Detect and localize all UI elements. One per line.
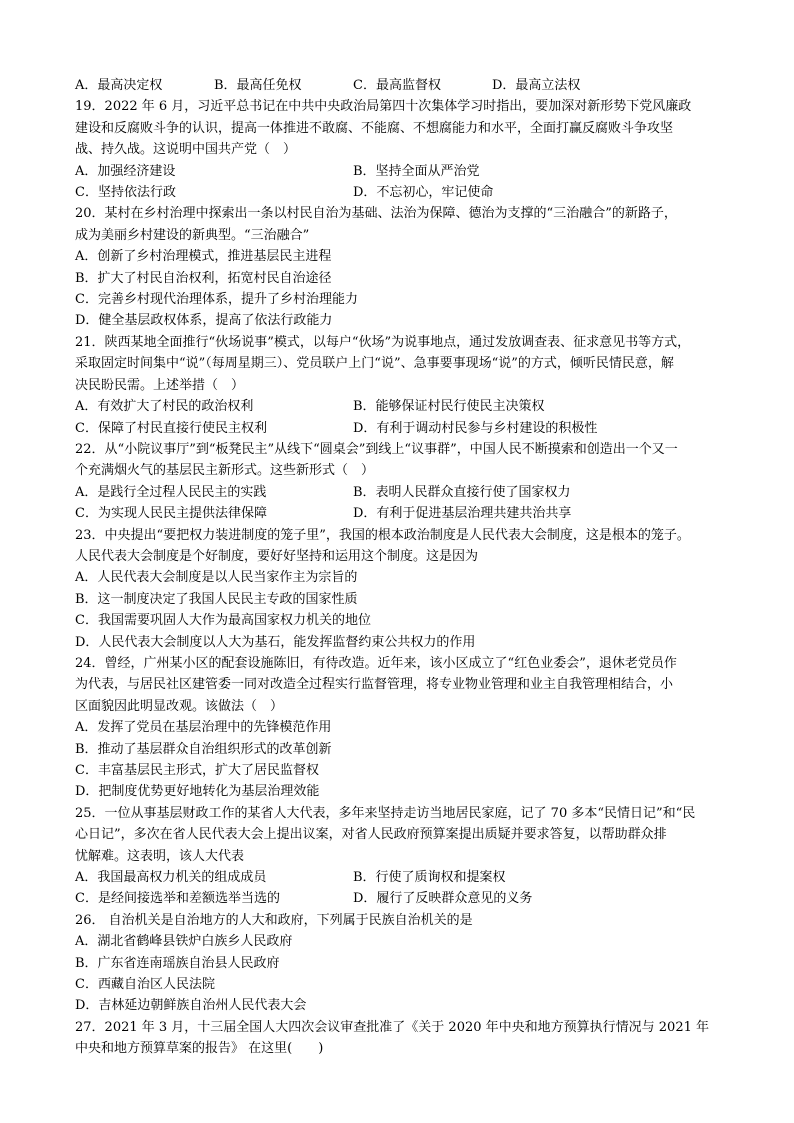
question-27 (75, 1017, 725, 1060)
q20-option-d[interactable]: D．健全基层政权体系，提高了依法行政能力 (75, 313, 333, 329)
q24-option-a[interactable]: A．发挥了党员在基层治理中的先锋模范作用 (75, 720, 332, 736)
q19-option-b[interactable]: B．坚持全面从严治党 (353, 163, 480, 179)
q25-options-row-2 (75, 888, 725, 909)
q19-option-a[interactable]: A．加强经济建设 (75, 163, 176, 179)
q18-option-a[interactable]: A．最高决定权 (75, 78, 163, 93)
q23-stem-line-1: 23．中央提出“要把权力装进制度的笼子里”，我国的根本政治制度是人民代表大会制度，这是根本的笼子。 (75, 527, 690, 543)
question-19 (75, 96, 725, 203)
q27-stem-line-1: 27．2021 年 3 月，十三届全国人大四次会议审查批准了《关于 2020 年中央和地方预算执行情况与 2021 年 (75, 1019, 709, 1035)
q22-options-row-1 (75, 482, 725, 503)
q24-option-c[interactable]: C．丰富基层民主形式，扩大了居民监督权 (75, 763, 319, 778)
q25-option-a[interactable]: A．我国最高权力机关的组成成员 (75, 870, 267, 886)
q25-stem-line-2: 心日记”，多次在省人民代表大会上提出议案，对省人民政府预算案提出质疑并要求答复，以帮助群众排 (75, 827, 667, 843)
q19-option-c[interactable]: C．坚持依法行政 (75, 185, 176, 201)
q25-stem-line-1: 25．一位从事基层财政工作的某省人大代表，多年来坚持走访当地居民家庭，记了 70 多本“民情日记”和“民 (75, 805, 696, 821)
question-26 (75, 910, 725, 1017)
q20-option-b[interactable]: B．扩大了村民自治权利，拓宽村民自治途径 (75, 270, 332, 286)
q21-stem-line-1: 21．陕西某地全面推行“伙场说事”模式，以每户“伙场”为说事地点，通过发放调查表、征求意见书等方式， (75, 334, 691, 350)
q22-stem-line-2: 个充满烟火气的基层民主新形式。这些新形式（ ） (75, 463, 375, 479)
q26-stem-line-1: 26． 自治机关是自治地方的人大和政府，下列属于民族自治机关的是 (75, 912, 473, 928)
q20-stem-line-2: 成为美丽乡村建设的新典型。“三治融合” (75, 227, 310, 243)
q26-option-b[interactable]: B．广东省连南瑶族自治县人民政府 (75, 955, 280, 971)
question-21 (75, 332, 725, 439)
q24-stem-line-2: 为代表，与居民社区建管委一同对改造全过程实行监督管理，将专业物业管理和业主自我管理相结合，小 (75, 677, 674, 693)
q21-option-a[interactable]: A．有效扩大了村民的政治权利 (75, 399, 254, 415)
q19-stem-line-2: 建设和反腐败斗争的认识，提高一体推进不敢腐、不能腐、不想腐能力和水平，全面打赢反腐败斗争攻坚 (75, 120, 674, 136)
question-24 (75, 653, 725, 803)
q25-option-c[interactable]: C．是经间接选举和差额选举当选的 (75, 891, 280, 907)
q21-option-b[interactable]: B．能够保证村民行使民主决策权 (353, 399, 545, 415)
q18-option-d[interactable]: D．最高立法权 (492, 78, 581, 93)
q19-options-row-1 (75, 161, 725, 182)
q19-options-row-2 (75, 182, 725, 203)
q19-option-d[interactable]: D．不忘初心，牢记使命 (353, 185, 494, 201)
question-23 (75, 525, 725, 653)
question-20 (75, 203, 725, 331)
q26-option-c[interactable]: C．西藏自治区人民法院 (75, 977, 215, 993)
q19-stem-line-3: 战、持久战。这说明中国共产党（ ） (75, 142, 297, 158)
q26-option-a[interactable]: A．湖北省鹤峰县铁炉白族乡人民政府 (75, 934, 293, 950)
q21-stem-line-2: 采取固定时间集中“说”（每周星期三）、党员联户上门“说”、急事要事现场“说”的方式，倾听民情民意，解 (75, 356, 674, 372)
q27-stem-line-2: 中央和地方预算草案的报告》 在这里( ) (75, 1041, 324, 1057)
question-25 (75, 803, 725, 910)
q21-options-row-1 (75, 396, 725, 417)
q22-options-row-2 (75, 503, 725, 524)
q21-option-c[interactable]: C．保障了村民直接行使民主权利 (75, 420, 267, 436)
q21-options-row-2 (75, 418, 725, 439)
q19-stem-line-1: 19．2022 年 6 月，习近平总书记在中共中央政治局第四十次集体学习时指出，要加深对新形势下党风廉政 (75, 99, 692, 115)
q22-stem-line-1: 22．从“小院议事厅”到“板凳民主”从线下“圆桌会”到线上“议事群”，中国人民不断摸索和创造出一个又一 (75, 441, 678, 457)
q24-stem-line-1: 24．曾经，广州某小区的配套设施陈旧，有待改造。近年来，该小区成立了“红色业委会”，退休老党员作 (75, 655, 677, 671)
q25-option-d[interactable]: D．履行了反映群众意见的义务 (353, 891, 533, 907)
q18-option-c[interactable]: C．最高监督权 (353, 78, 441, 93)
q23-stem-line-2: 人民代表大会制度是个好制度，要好好坚持和运用这个制度。这是因为 (75, 548, 479, 564)
q18-option-b[interactable]: B．最高任免权 (214, 78, 302, 93)
q20-option-c[interactable]: C．完善乡村现代治理体系，提升了乡村治理能力 (75, 292, 358, 308)
q25-option-b[interactable]: B．行使了质询权和提案权 (353, 870, 506, 886)
q26-option-d[interactable]: D．吉林延边朝鲜族自治州人民代表大会 (75, 998, 307, 1014)
q22-option-a[interactable]: A．是践行全过程人民民主的实践 (75, 484, 267, 500)
q20-stem-line-1: 20．某村在乡村治理中探索出一条以村民自治为基础、法治为保障、德治为支撑的“三治融合”的新路子， (75, 206, 677, 222)
q23-option-a[interactable]: A．人民代表大会制度是以人民当家作主为宗旨的 (75, 570, 358, 586)
q23-option-b[interactable]: B．这一制度决定了我国人民民主专政的国家性质 (75, 591, 358, 607)
q22-option-d[interactable]: D．有利于促进基层治理共建共治共享 (353, 506, 572, 522)
q22-option-b[interactable]: B．表明人民群众直接行使了国家权力 (353, 484, 571, 500)
q18-options (75, 75, 725, 96)
q20-option-a[interactable]: A．创新了乡村治理模式，推进基层民主进程 (75, 249, 332, 265)
q23-option-c[interactable]: C．我国需要巩固人大作为最高国家权力机关的地位 (75, 613, 371, 629)
exam-page (75, 75, 725, 1060)
q25-options-row-1 (75, 867, 725, 888)
q25-stem-line-3: 忧解难。这表明，该人大代表 (75, 848, 245, 864)
q24-option-d[interactable]: D．把制度优势更好地转化为基层治理效能 (75, 784, 320, 800)
question-22 (75, 439, 725, 525)
q22-option-c[interactable]: C．为实现人民民主提供法律保障 (75, 506, 267, 522)
q21-option-d[interactable]: D．有利于调动村民参与乡村建设的积极性 (353, 420, 598, 436)
q21-stem-line-3: 决民盼民需。上述举措（ ） (75, 377, 245, 393)
q24-option-b[interactable]: B．推动了基层群众自治组织形式的改革创新 (75, 741, 332, 757)
q23-option-d[interactable]: D．人民代表大会制度以人大为基石，能发挥监督约束公共权力的作用 (75, 634, 476, 650)
q24-stem-line-3: 区面貌因此明显改观。该做法（ ） (75, 698, 284, 714)
